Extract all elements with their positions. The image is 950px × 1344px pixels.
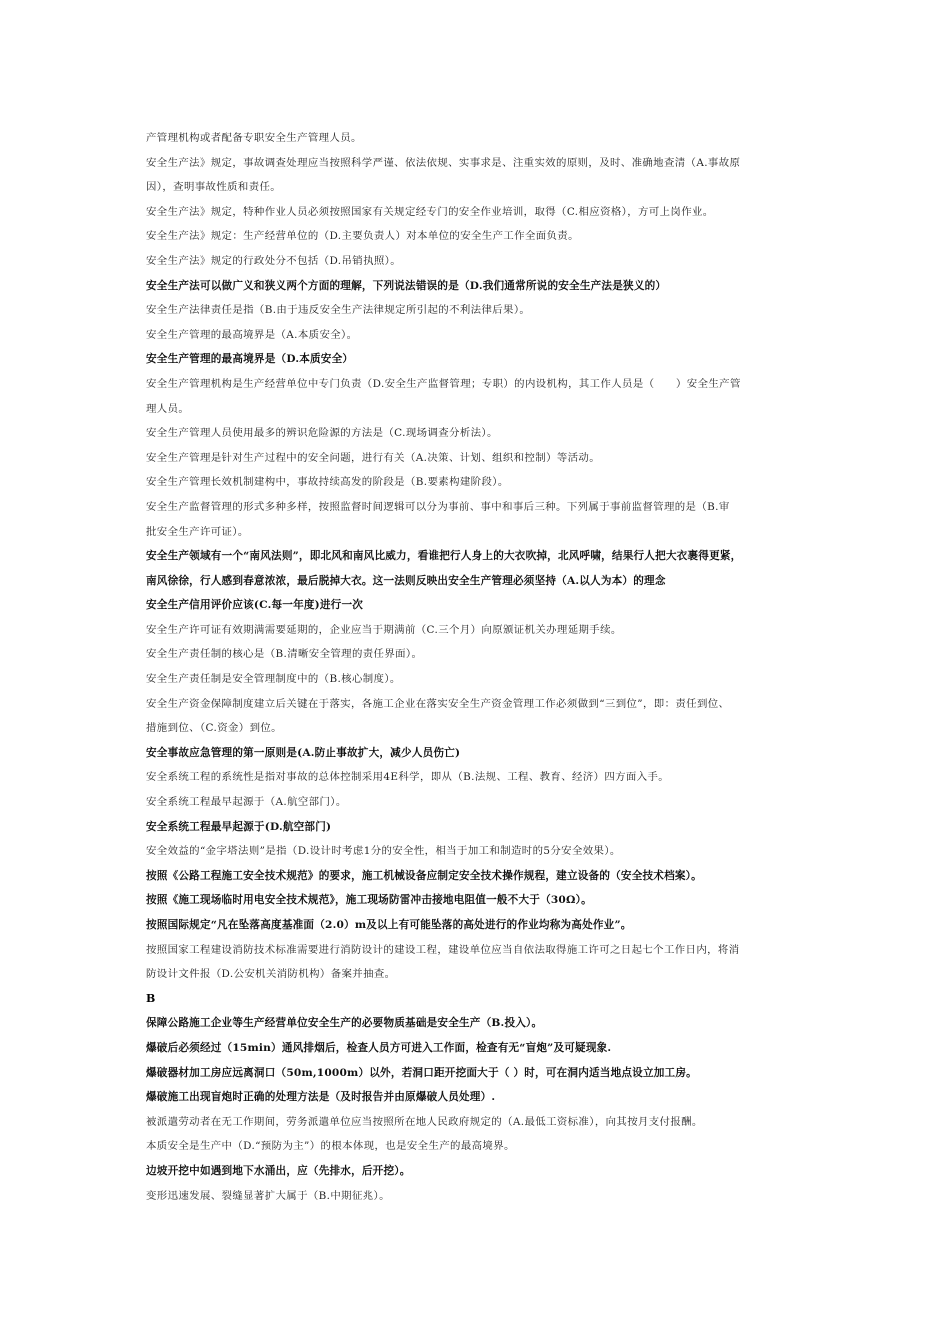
text-line: 安全生产信用评价应该(C.每一年度)进行一次 [146,599,364,612]
text-line: 安全生产法》规定：生产经营单位的（D.主要负责人）对本单位的安全生产工作全面负责。 [146,230,579,243]
text-line: 安全生产管理机构是生产经营单位中专门负责（D.安全生产监督管理；专职）的内设机构，其工作人员是（ ）安全生产管 [146,377,741,390]
document-body [146,126,822,1208]
text-line: 安全生产管理长效机制建构中，事故持续高发的阶段是（B.要素构建阶段）。 [146,476,509,489]
text-line: 按照《施工现场临时用电安全技术规范》，施工现场防雷冲击接地电阻值一般不大于（30Ω）。 [146,894,592,907]
text-line: 安全生产资金保障制度建立后关键在于落实，各施工企业在落实安全生产资金管理工作必须做到“三到位”，即：责任到位、 [146,697,730,710]
text-line: 安全生产管理的最高境界是（A.本质安全）。 [146,328,358,341]
text-line: 安全系统工程的系统性是指对事故的总体控制采用4E科学，即从（B.法规、工程、教育、经济）四方面入手。 [146,771,670,784]
text-line: 边坡开挖中如遇到地下水涌出，应（先排水，后开挖）。 [146,1164,411,1177]
text-line: 安全生产法可以做广义和狭义两个方面的理解，下列说法错误的是（D.我们通常所说的安全生产法是狭义的） [146,279,667,292]
text-line: 防设计文件报（D.公安机关消防机构）备案并抽查。 [146,968,396,981]
text-line: 安全生产法》规定，特种作业人员必须按照国家有关规定经专门的安全作业培训，取得（C.相应资格），方可上岗作业。 [146,205,714,218]
text-line: 安全生产管理人员使用最多的辨识危险源的方法是（C.现场调查分析法）。 [146,427,498,440]
text-line: 本质安全是生产中（D.“预防为主”）的根本体现，也是安全生产的最高境界。 [146,1140,515,1153]
text-line: 安全生产法律责任是指（B.由于违反安全生产法律规定所引起的不利法律后果）。 [146,304,531,317]
text-line: 措施到位、（C.资金）到位。 [146,722,282,735]
text-line: 安全生产责任制是安全管理制度中的（B.核心制度）。 [146,673,401,686]
text-line: 批安全生产许可证）。 [146,525,249,538]
text-line: 安全生产领域有一个“南风法则”，即北风和南风比威力，看谁把行人身上的大衣吹掉，北风呼啸，结果行人把大衣裹得更紧， [146,550,742,563]
text-line: 安全效益的“金字塔法则”是指（D.设计时考虑1分的安全性，相当于加工和制造时的5分安全效果）。 [146,845,621,858]
text-line: 按照国际规定“凡在坠落高度基准面（2.0）m及以上有可能坠落的高处进行的作业均称为高处作业”。 [146,919,632,931]
text-line: 安全生产法》规定，事故调查处理应当按照科学严谨、依法依规、实事求是、注重实效的原则，及时、准确地查清（A.事故原 [146,156,741,169]
text-line: 安全生产法》规定的行政处分不包括（D.吊销执照）。 [146,254,402,267]
text-line: 安全事故应急管理的第一原则是(A.防止事故扩大，减少人员伤亡) [146,746,461,759]
text-line: 安全生产许可证有效期满需要延期的，企业应当于期满前（C.三个月）向原颁证机关办理延期手续。 [146,623,622,636]
text-line: 安全生产管理的最高境界是（D.本质安全） [146,353,354,366]
text-line: 爆破施工出现盲炮时正确的处理方法是（及时报告并由原爆破人员处理）. [146,1091,496,1104]
text-line: 被派遣劳动者在无工作期间，劳务派遣单位应当按照所在地人民政府规定的（A.最低工资标准），向其按月支付报酬。 [146,1115,703,1128]
section-heading: B [146,991,156,1005]
text-line: 因），查明事故性质和责任。 [146,181,282,194]
text-line: 产管理机构或者配备专职安全生产管理人员。 [146,132,362,144]
text-line: 保障公路施工企业等生产经营单位安全生产的必要物质基础是安全生产（B.投入）。 [146,1017,543,1030]
text-line: 安全系统工程最早起源于(D.航空部门) [146,820,332,833]
text-line: 安全生产责任制的核心是（B.清晰安全管理的责任界面）。 [146,648,423,661]
text-line: 爆破器材加工房应远离洞口（50m,1000m）以外，若洞口距开挖面大于（ ）时，可在洞内适当地点设立加工房。 [146,1066,697,1079]
text-line: 南风徐徐，行人感到春意浓浓，最后脱掉大衣。这一法则反映出安全生产管理必须坚持（A.以人为本）的理念 [146,574,666,587]
text-line: 爆破后必须经过（15min）通风排烟后，检查人员方可进入工作面，检查有无“盲炮”及可疑现象. [146,1041,612,1054]
text-line: 安全生产监督管理的形式多种多样，按照监督时间逻辑可以分为事前、事中和事后三种。下列属于事前监督管理的是（B.审 [146,500,730,513]
text-line: 安全系统工程最早起源于（A.航空部门）。 [146,796,347,809]
text-line: 理人员。 [146,402,190,415]
text-line: 安全生产管理是针对生产过程中的安全问题，进行有关（A.决策、计划、组织和控制）等活动。 [146,451,601,464]
text-line: 变形迅速发展、裂缝显著扩大属于（B.中期征兆）。 [146,1189,390,1202]
text-line: 按照《公路工程施工安全技术规范》的要求，施工机械设备应制定安全技术操作规程，建立设备的（安全技术档案）。 [146,869,702,882]
text-line: 按照国家工程建设消防技术标准需要进行消防设计的建设工程，建设单位应当自依法取得施工许可之日起七个工作日内，将消 [146,943,740,956]
